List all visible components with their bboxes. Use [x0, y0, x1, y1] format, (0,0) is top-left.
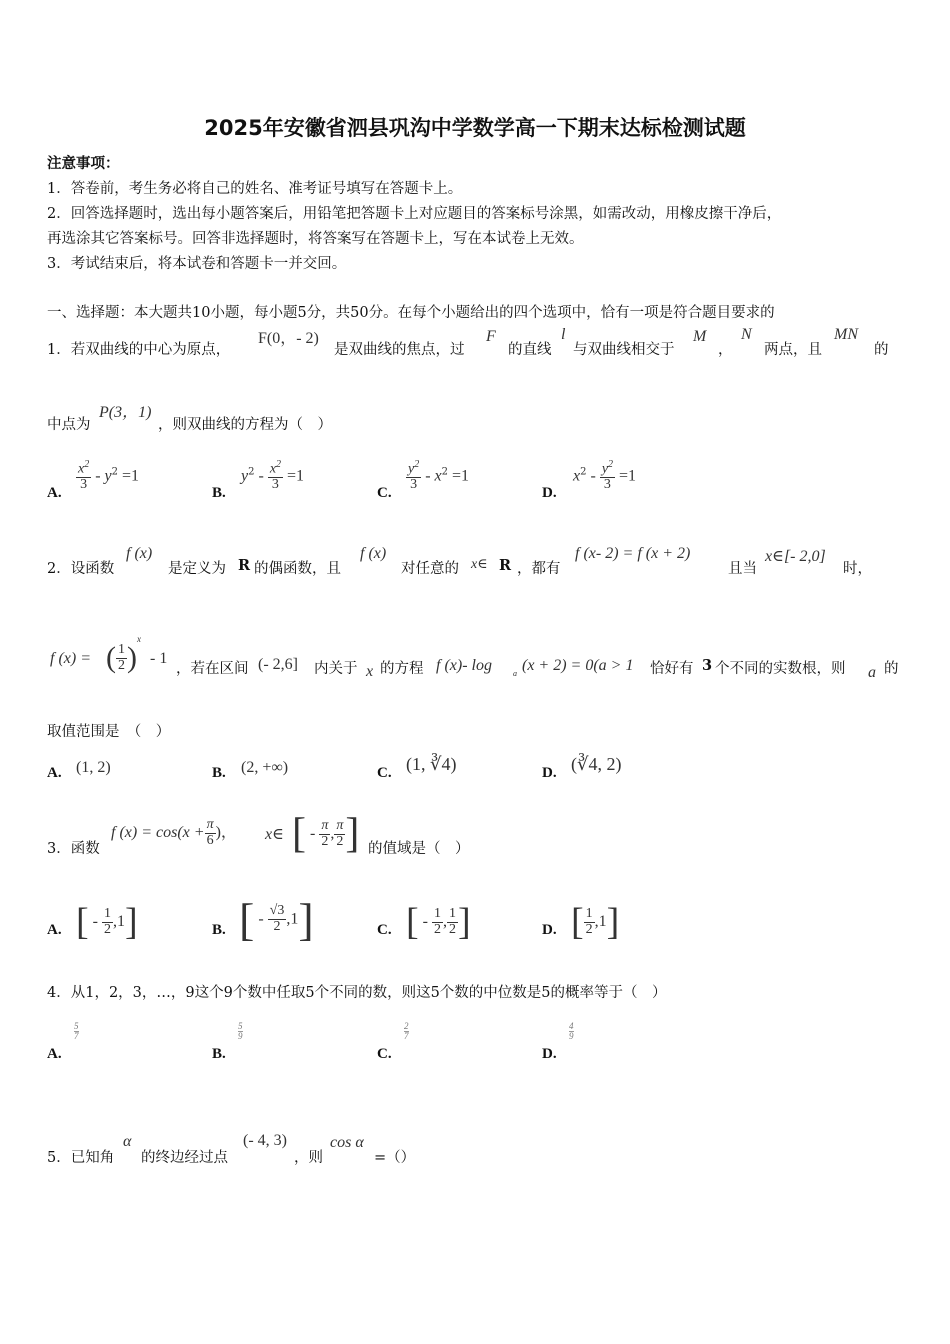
- option-a-label: A.: [47, 922, 62, 938]
- math-half-power: ( $\frac{1}{2}$ )$^x$: [106, 634, 141, 674]
- math-periodic-equation: f (x- 2) = f (x + 2): [575, 545, 691, 562]
- question-5-line: 5．已知角: [47, 1150, 115, 1166]
- math-domain: x∈[- 2,0]: [765, 548, 826, 565]
- option-b-fraction: 5 9: [238, 1021, 243, 1041]
- option-c-label: C.: [377, 1046, 392, 1062]
- option-c-formula: $\frac{y^2}{3}$ - $x^2 =1$: [408, 459, 470, 493]
- math-F: F: [486, 328, 496, 345]
- option-b-label: B.: [212, 765, 226, 781]
- question-2-line-1: 2．设函数: [47, 561, 115, 577]
- math-cos-function: f (x) = cos(x + $\frac{\pi}{6}$ )，: [111, 817, 237, 848]
- math-N: N: [741, 326, 752, 343]
- option-b-label: B.: [212, 1046, 226, 1062]
- option-a-value: (1, 2): [76, 759, 111, 776]
- option-c-label: C.: [377, 765, 392, 781]
- option-c-value: (1, ∛4): [406, 754, 457, 774]
- notice-item: 再选涂其它答案标号。回答非选择题时，将答案写在答题卡上，写在本试卷上无效。: [47, 231, 584, 247]
- question-4-line: 4．从1，2，3，…，9这个9个数中任取5个不同的数，则这5个数的中位数是5的概率等于（ ）: [47, 985, 667, 1001]
- notice-item: 3．考试结束后，将本试卷和答题卡一并交回。: [47, 256, 347, 272]
- option-d-formula: [ $\frac{1}{2}$ ,1]: [571, 901, 620, 943]
- math-midpoint: P(3，1): [99, 404, 152, 421]
- math-interval: (- 2,6]: [258, 656, 298, 673]
- math-fx: f (x): [360, 545, 387, 562]
- math-fx: f (x): [126, 545, 153, 562]
- math-alpha: α: [123, 1133, 132, 1150]
- option-b-label: B.: [212, 922, 226, 938]
- option-a-label: A.: [47, 1046, 62, 1062]
- math-log-equation: f (x)- log: [436, 657, 492, 674]
- math-x-interval: [ - $\frac{\pi}{2}$ , $\frac{\pi}{2}$ ]: [292, 811, 360, 857]
- question-3-line: 3．函数: [47, 841, 100, 857]
- option-d-value: (∛4, 2): [571, 754, 622, 774]
- option-c-label: C.: [377, 485, 392, 501]
- option-c-label: C.: [377, 922, 392, 938]
- math-M: M: [693, 328, 707, 345]
- option-b-value: (2, +∞): [241, 759, 289, 776]
- math-point: (- 4, 3): [243, 1132, 287, 1149]
- option-c-formula: [ - $\frac{1}{2}$ , $\frac{1}{2}$ ]: [406, 901, 471, 943]
- notice-heading: 注意事项：: [47, 155, 120, 172]
- option-a-fraction: 5 7: [74, 1021, 79, 1041]
- option-b-formula: $y^2$ - $\frac{x^2}{3}$ =1: [241, 459, 305, 493]
- option-d-label: D.: [542, 765, 557, 781]
- math-cos-alpha: cos α: [330, 1134, 364, 1151]
- option-d-formula: $x^2$ - $\frac{y^2}{3}$ =1: [573, 459, 637, 493]
- option-b-formula: [ - $\frac{√3}{2}$ ,1]: [239, 894, 314, 945]
- math-focus: F(0，- 2): [258, 330, 319, 347]
- option-b-label: B.: [212, 485, 226, 501]
- question-number: 1．: [47, 342, 71, 358]
- math-piecewise: f (x) =: [50, 650, 91, 667]
- option-d-label: D.: [542, 1046, 557, 1062]
- option-d-fraction: 4 9: [569, 1021, 574, 1041]
- math-l: l: [561, 326, 566, 343]
- option-a-label: A.: [47, 765, 62, 781]
- notice-item: 1．答卷前，考生务必将自己的姓名、准考证号填写在答题卡上。: [47, 181, 463, 197]
- section-heading: 一、选择题：本大题共10小题，每小题5分，共50分。在每个小题给出的四个选项中，恰有一项是符合题目要求的: [47, 305, 775, 321]
- question-1-line-1: 1．若双曲线的中心为原点，: [47, 342, 231, 358]
- option-a-formula: [ - $\frac{1}{2}$ ,1]: [76, 901, 138, 943]
- option-a-label: A.: [47, 485, 62, 501]
- option-c-fraction: 2 7: [404, 1021, 409, 1041]
- option-d-label: D.: [542, 485, 557, 501]
- option-d-label: D.: [542, 922, 557, 938]
- page-title: 2025年安徽省泗县巩沟中学数学高一下期末达标检测试题: [204, 116, 746, 140]
- math-MN: MN: [834, 326, 858, 343]
- option-a-formula: $\frac{x^2}{3}$ - $y^2 =1$: [78, 459, 140, 493]
- notice-item: 2．回答选择题时，选出每小题答案后，用铅笔把答题卡上对应题目的答案标号涂黑，如需改动，用橡皮擦干净后，: [47, 206, 782, 222]
